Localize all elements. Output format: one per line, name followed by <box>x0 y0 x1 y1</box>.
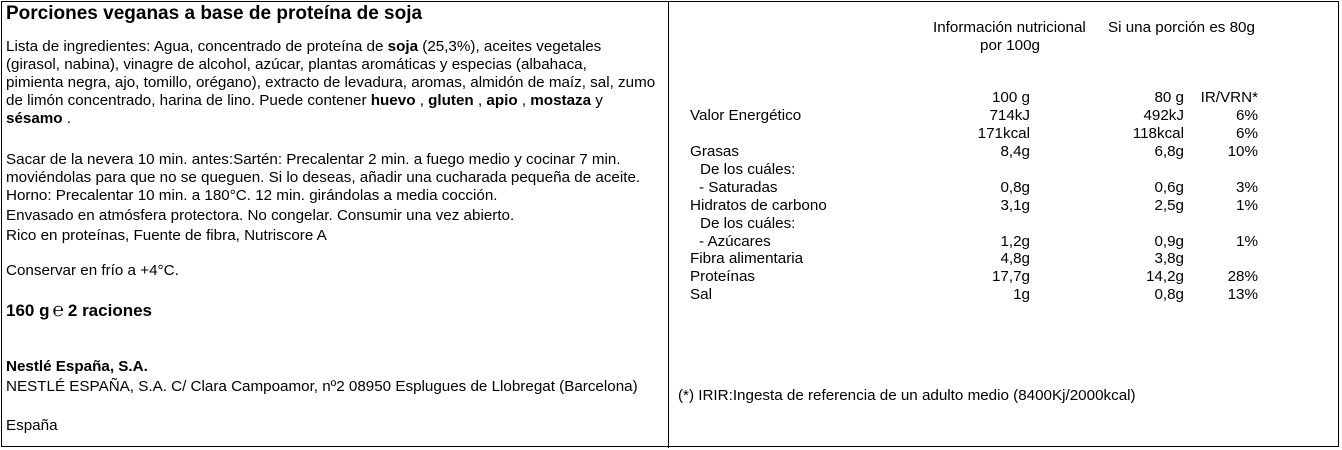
allergen-egg: huevo <box>370 92 416 109</box>
nutrient-label: Valor Energético <box>690 107 802 124</box>
unit-ir: IR/VRN* <box>1200 89 1258 106</box>
nutrition-header-per100-line2: por 100g <box>980 37 1040 54</box>
portions-count: 2 raciones <box>67 301 152 320</box>
separator: y <box>591 92 603 109</box>
preparation-line-2: moviéndolas para que no se queguen. Si lo deseas, añadir una cucharada pequeña de aceite. <box>6 169 641 186</box>
value-per100: 1,2g <box>1000 233 1030 250</box>
nutrition-header-per100-line1: Información nutricional <box>933 19 1086 36</box>
storage-note: Envasado en atmósfera protectora. No congelar. Consumir una vez abierto. <box>6 207 515 224</box>
estimated-sign-icon: ℮ <box>52 300 64 321</box>
value-per80: 492kJ <box>1143 107 1184 124</box>
allergen-soy: soja <box>387 38 419 55</box>
nutrient-label: Grasas <box>690 143 739 160</box>
value-ir: 13% <box>1227 286 1258 303</box>
conservation-note: Conservar en frío a +4°C. <box>6 262 179 279</box>
nutrient-label: Proteínas <box>690 268 756 285</box>
company-address: NESTLÉ ESPAÑA, S.A. C/ Clara Campoamor, nº2 08950 Esplugues de Llobregat (Barcelona) <box>6 378 638 395</box>
value-ir: 6% <box>1236 125 1258 142</box>
nutrition-row <box>690 161 1270 179</box>
separator: , <box>473 92 487 109</box>
value-per80: 14,2g <box>1145 268 1184 285</box>
company-name: Nestlé España, S.A. <box>6 358 148 375</box>
allergen-celery: apio <box>486 92 518 109</box>
ingredients-line-3: pimienta negra, ajo, tomillo, orégano), extracto de levadura, aromas, almidón de maíz, sal, zumo <box>6 74 656 91</box>
nutrition-row <box>690 107 1270 125</box>
nutrition-units-row <box>690 89 1270 107</box>
ingredients-line-4 <box>6 92 603 110</box>
value-per100: 17,7g <box>991 268 1030 285</box>
value-per80: 0,9g <box>1154 233 1184 250</box>
nutrient-label: Hidratos de carbono <box>690 197 827 214</box>
nutrition-row <box>690 268 1270 286</box>
nutrition-row <box>690 250 1270 268</box>
nutrient-sublabel: De los cuáles: <box>700 161 796 178</box>
nutrient-label: Sal <box>690 286 712 303</box>
nutrition-row <box>690 197 1270 215</box>
value-per100: 3,1g <box>1000 197 1030 214</box>
preparation-line-3: Horno: Precalentar 10 min. a 180°C. 12 min. girándolas a media cocción. <box>6 187 498 204</box>
nutrition-row <box>690 125 1270 143</box>
value-ir: 3% <box>1236 179 1258 196</box>
nutrient-label: - Azúcares <box>699 233 771 250</box>
nutrition-row <box>690 143 1270 161</box>
nutrition-row <box>690 179 1270 197</box>
separator: , <box>517 92 531 109</box>
value-per80: 0,6g <box>1154 179 1184 196</box>
ingredients-text: de limón concentrado, harina de lino. Puede contener <box>6 92 371 109</box>
nutrition-row <box>690 286 1270 304</box>
nutrition-footnote: (*) IRIR:Ingesta de referencia de un adulto medio (8400Kj/2000kcal) <box>678 387 1136 404</box>
value-ir: 28% <box>1227 268 1258 285</box>
column-divider <box>668 2 669 448</box>
value-per80: 0,8g <box>1154 286 1184 303</box>
ingredients-line-1 <box>6 38 601 56</box>
company-country: España <box>6 417 58 434</box>
unit-per80: 80 g <box>1154 89 1184 106</box>
value-ir: 6% <box>1236 107 1258 124</box>
separator: . <box>62 110 72 127</box>
value-per100: 0,8g <box>1000 179 1030 196</box>
allergen-sesame: sésamo <box>6 110 63 127</box>
unit-per100: 100 g <box>991 89 1030 106</box>
value-per80: 3,8g <box>1154 250 1184 267</box>
value-per100: 1g <box>1013 286 1030 303</box>
product-title: Porciones veganas a base de proteína de soja <box>6 3 423 24</box>
nutrient-label: - Saturadas <box>699 179 778 196</box>
allergen-mustard: mostaza <box>530 92 592 109</box>
nutrient-sublabel: De los cuáles: <box>700 215 796 232</box>
net-weight <box>6 300 152 322</box>
value-per100: 4,8g <box>1000 250 1030 267</box>
value-per100: 714kJ <box>989 107 1030 124</box>
value-ir: 1% <box>1236 233 1258 250</box>
allergen-gluten: gluten <box>428 92 474 109</box>
value-per80: 2,5g <box>1154 197 1184 214</box>
ingredients-line-5 <box>6 110 71 128</box>
ingredients-line-2: (girasol, nabina), vinagre de alcohol, azúcar, plantas aromáticas y especias (albahaca, <box>6 56 587 73</box>
ingredients-text: (25,3%), aceites vegetales <box>418 38 602 55</box>
separator: , <box>415 92 429 109</box>
nutrition-row <box>690 233 1270 251</box>
value-ir: 1% <box>1236 197 1258 214</box>
value-per100: 171kcal <box>977 125 1030 142</box>
nutrient-label: Fibra alimentaria <box>690 250 804 267</box>
preparation-line-1: Sacar de la nevera 10 min. antes:Sartén: Precalentar 2 min. a fuego medio y cocinar 7 min. <box>6 151 621 168</box>
weight-amount: 160 g <box>6 301 50 320</box>
nutrition-row <box>690 215 1270 233</box>
value-per100: 8,4g <box>1000 143 1030 160</box>
value-per80: 6,8g <box>1154 143 1184 160</box>
nutrition-claims: Rico en proteínas, Fuente de fibra, Nutriscore A <box>6 227 327 244</box>
value-per80: 118kcal <box>1132 125 1184 142</box>
ingredients-text: Lista de ingredientes: Agua, concentrado de proteína de <box>6 38 388 55</box>
nutrition-header-per-portion: Si una porción es 80g <box>1108 19 1255 36</box>
value-ir: 10% <box>1227 143 1258 160</box>
